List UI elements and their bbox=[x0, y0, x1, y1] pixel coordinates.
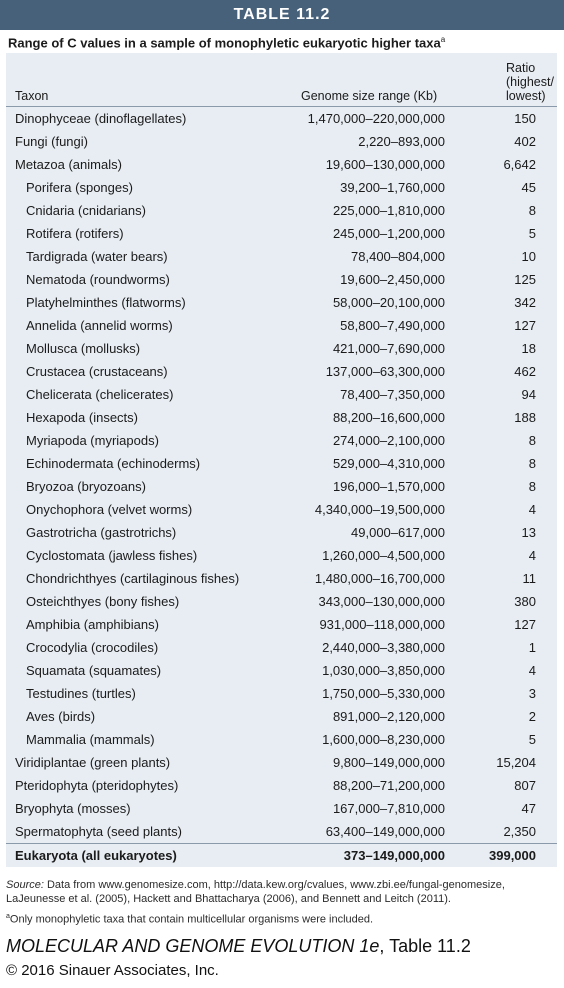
genome-size-range-cell: 1,260,000–4,500,000 bbox=[322, 548, 445, 563]
genome-size-range-cell: 58,800–7,490,000 bbox=[340, 318, 445, 333]
ratio-cell: 188 bbox=[514, 410, 536, 425]
genome-size-range-cell: 1,030,000–3,850,000 bbox=[322, 663, 445, 678]
header-ratio-line-3: lowest) bbox=[506, 89, 546, 103]
taxon-cell: Chelicerata (chelicerates) bbox=[26, 387, 174, 402]
genome-size-range-cell: 137,000–63,300,000 bbox=[325, 364, 445, 379]
table-row bbox=[6, 291, 557, 314]
genome-size-range-cell: 421,000–7,690,000 bbox=[332, 341, 445, 356]
table-row bbox=[6, 544, 557, 567]
ratio-cell: 380 bbox=[514, 594, 536, 609]
book-title-name: MOLECULAR AND GENOME EVOLUTION 1e bbox=[6, 936, 380, 956]
ratio-cell: 18 bbox=[521, 341, 536, 356]
taxon-cell: Squamata (squamates) bbox=[26, 663, 162, 678]
taxon-cell: Chondrichthyes (cartilaginous fishes) bbox=[26, 571, 240, 586]
genome-size-range-cell: 88,200–71,200,000 bbox=[332, 778, 445, 793]
taxon-cell: Osteichthyes (bony fishes) bbox=[26, 594, 180, 609]
source-note bbox=[6, 878, 558, 906]
table-row bbox=[6, 107, 557, 131]
header-taxon: Taxon bbox=[15, 89, 49, 103]
table-row bbox=[6, 360, 557, 383]
table-row bbox=[6, 797, 557, 820]
taxon-cell: Amphibia (amphibians) bbox=[26, 617, 159, 632]
taxon-cell: Mollusca (mollusks) bbox=[26, 341, 141, 356]
genome-size-range-cell: 274,000–2,100,000 bbox=[332, 433, 445, 448]
header-genome-size-range: Genome size range (Kb) bbox=[301, 89, 438, 103]
genome-size-range-cell: 931,000–118,000,000 bbox=[319, 617, 445, 632]
genome-size-range-cell: 2,440,000–3,380,000 bbox=[322, 640, 445, 655]
ratio-cell: 94 bbox=[521, 387, 536, 402]
total-range-cell: 373–149,000,000 bbox=[343, 848, 445, 863]
total-taxon-cell: Eukaryota (all eukaryotes) bbox=[15, 848, 177, 863]
footnote-text: Only monophyletic taxa that contain multicellular organisms were included. bbox=[9, 913, 374, 926]
ratio-cell: 8 bbox=[528, 456, 536, 471]
genome-size-range-cell: 19,600–130,000,000 bbox=[325, 157, 445, 172]
header-ratio-line-1: Ratio bbox=[506, 61, 536, 75]
book-title bbox=[6, 934, 471, 958]
ratio-cell: 462 bbox=[514, 364, 536, 379]
ratio-cell: 2,350 bbox=[503, 824, 536, 839]
genome-size-range-cell: 529,000–4,310,000 bbox=[332, 456, 445, 471]
taxon-cell: Onychophora (velvet worms) bbox=[26, 502, 193, 517]
taxon-cell: Nematoda (roundworms) bbox=[26, 272, 170, 287]
taxon-cell: Metazoa (animals) bbox=[15, 157, 122, 172]
taxon-cell: Bryophyta (mosses) bbox=[15, 801, 131, 816]
table-header-row bbox=[6, 53, 557, 107]
taxon-cell: Gastrotricha (gastrotrichs) bbox=[26, 525, 177, 540]
table-row bbox=[6, 636, 557, 659]
ratio-cell: 127 bbox=[514, 617, 536, 632]
table-row bbox=[6, 613, 557, 636]
genome-size-range-cell: 4,340,000–19,500,000 bbox=[314, 502, 445, 517]
genome-size-range-cell: 88,200–16,600,000 bbox=[332, 410, 445, 425]
genome-size-range-cell: 39,200–1,760,000 bbox=[340, 180, 445, 195]
taxon-cell: Bryozoa (bryozoans) bbox=[26, 479, 146, 494]
taxon-cell: Hexapoda (insects) bbox=[26, 410, 138, 425]
copyright-notice: © 2016 Sinauer Associates, Inc. bbox=[6, 962, 219, 979]
ratio-cell: 2 bbox=[528, 709, 536, 724]
ratio-cell: 8 bbox=[528, 479, 536, 494]
table-row bbox=[6, 429, 557, 452]
book-title-suffix: , Table 11.2 bbox=[379, 936, 471, 956]
ratio-cell: 5 bbox=[528, 732, 536, 747]
data-table bbox=[6, 53, 557, 867]
table-row bbox=[6, 498, 557, 521]
footnote-mark: a bbox=[6, 913, 10, 920]
table-row bbox=[6, 452, 557, 475]
table-row bbox=[6, 337, 557, 360]
table-row bbox=[6, 130, 557, 153]
table-row bbox=[6, 153, 557, 176]
ratio-cell: 4 bbox=[528, 548, 536, 563]
genome-size-range-cell: 9,800–149,000,000 bbox=[332, 755, 445, 770]
table-row bbox=[6, 728, 557, 751]
header-ratio bbox=[471, 53, 557, 107]
genome-size-range-cell: 167,000–7,810,000 bbox=[332, 801, 445, 816]
taxon-cell: Cnidaria (cnidarians) bbox=[26, 203, 146, 218]
taxon-cell: Dinophyceae (dinoflagellates) bbox=[15, 111, 187, 126]
genome-size-range-cell: 1,480,000–16,700,000 bbox=[314, 571, 445, 586]
table-body bbox=[6, 107, 557, 868]
ratio-cell: 13 bbox=[521, 525, 536, 540]
caption-footnote-mark: a bbox=[440, 35, 446, 44]
footnote bbox=[6, 910, 558, 927]
ratio-cell: 807 bbox=[514, 778, 536, 793]
table-row bbox=[6, 659, 557, 682]
table-caption bbox=[8, 31, 558, 51]
genome-size-range-cell: 1,470,000–220,000,000 bbox=[307, 111, 445, 126]
taxon-cell: Testudines (turtles) bbox=[26, 686, 136, 701]
table-row-total bbox=[6, 844, 557, 868]
source-label: Source: bbox=[6, 879, 44, 891]
ratio-cell: 8 bbox=[528, 433, 536, 448]
genome-size-range-cell: 196,000–1,570,000 bbox=[332, 479, 445, 494]
genome-size-range-cell: 63,400–149,000,000 bbox=[325, 824, 445, 839]
ratio-cell: 47 bbox=[521, 801, 536, 816]
taxon-cell: Annelida (annelid worms) bbox=[26, 318, 173, 333]
genome-size-range-cell: 1,750,000–5,330,000 bbox=[322, 686, 445, 701]
taxon-cell: Tardigrada (water bears) bbox=[26, 249, 168, 264]
table-row bbox=[6, 751, 557, 774]
source-text: Data from www.genomesize.com, http://data.kew.org/cvalues, www.zbi.ee/fungal-genomesize, LaJeunesse et al. (2005), Hackett and Bhattacharya (2006), and Bennett and Leitch (2011). bbox=[6, 879, 505, 905]
ratio-cell: 402 bbox=[514, 134, 536, 149]
ratio-cell: 3 bbox=[528, 686, 536, 701]
taxon-cell: Crustacea (crustaceans) bbox=[26, 364, 168, 379]
genome-size-range-cell: 78,400–804,000 bbox=[351, 249, 445, 264]
table-row bbox=[6, 176, 557, 199]
ratio-cell: 15,204 bbox=[496, 755, 536, 770]
taxon-cell: Fungi (fungi) bbox=[15, 134, 88, 149]
taxon-cell: Myriapoda (myriapods) bbox=[26, 433, 159, 448]
taxon-cell: Platyhelminthes (flatworms) bbox=[26, 295, 186, 310]
table-row bbox=[6, 567, 557, 590]
table-row bbox=[6, 406, 557, 429]
genome-size-range-cell: 49,000–617,000 bbox=[351, 525, 445, 540]
ratio-cell: 127 bbox=[514, 318, 536, 333]
ratio-cell: 150 bbox=[514, 111, 536, 126]
table-label: TABLE 11.2 bbox=[233, 6, 331, 23]
ratio-cell: 8 bbox=[528, 203, 536, 218]
table-row bbox=[6, 590, 557, 613]
taxon-cell: Spermatophyta (seed plants) bbox=[15, 824, 182, 839]
genome-size-range-cell: 245,000–1,200,000 bbox=[332, 226, 445, 241]
data-table-container bbox=[6, 53, 557, 867]
ratio-cell: 1 bbox=[528, 640, 536, 655]
ratio-cell: 10 bbox=[521, 249, 536, 264]
genome-size-range-cell: 891,000–2,120,000 bbox=[332, 709, 445, 724]
taxon-cell: Viridiplantae (green plants) bbox=[15, 755, 171, 770]
taxon-cell: Rotifera (rotifers) bbox=[26, 226, 124, 241]
ratio-cell: 4 bbox=[528, 502, 536, 517]
ratio-cell: 4 bbox=[528, 663, 536, 678]
genome-size-range-cell: 19,600–2,450,000 bbox=[340, 272, 445, 287]
table-row bbox=[6, 820, 557, 844]
table-row bbox=[6, 383, 557, 406]
header-ratio-line-2: (highest/ bbox=[506, 75, 554, 89]
genome-size-range-cell: 78,400–7,350,000 bbox=[340, 387, 445, 402]
table-title-bar bbox=[0, 0, 564, 30]
taxon-cell: Crocodylia (crocodiles) bbox=[26, 640, 159, 655]
genome-size-range-cell: 225,000–1,810,000 bbox=[332, 203, 445, 218]
ratio-cell: 125 bbox=[514, 272, 536, 287]
taxon-cell: Pteridophyta (pteridophytes) bbox=[15, 778, 179, 793]
table-row bbox=[6, 268, 557, 291]
genome-size-range-cell: 58,000–20,100,000 bbox=[332, 295, 445, 310]
genome-size-range-cell: 1,600,000–8,230,000 bbox=[322, 732, 445, 747]
genome-size-range-cell: 343,000–130,000,000 bbox=[318, 594, 445, 609]
total-ratio-cell: 399,000 bbox=[489, 848, 536, 863]
taxon-cell: Aves (birds) bbox=[26, 709, 96, 724]
ratio-cell: 11 bbox=[522, 571, 536, 586]
caption-text: Range of C values in a sample of monophyletic eukaryotic higher taxa bbox=[8, 35, 441, 51]
genome-size-range-cell: 2,220–893,000 bbox=[358, 134, 445, 149]
table-row bbox=[6, 682, 557, 705]
taxon-cell: Mammalia (mammals) bbox=[26, 732, 155, 747]
table-row bbox=[6, 521, 557, 544]
table-row bbox=[6, 475, 557, 498]
taxon-cell: Echinodermata (echinoderms) bbox=[26, 456, 201, 471]
table-row bbox=[6, 705, 557, 728]
ratio-cell: 45 bbox=[521, 180, 536, 195]
taxon-cell: Cyclostomata (jawless fishes) bbox=[26, 548, 198, 563]
ratio-cell: 6,642 bbox=[503, 157, 536, 172]
table-row bbox=[6, 222, 557, 245]
table-row bbox=[6, 245, 557, 268]
ratio-cell: 342 bbox=[514, 295, 536, 310]
taxon-cell: Porifera (sponges) bbox=[26, 180, 133, 195]
ratio-cell: 5 bbox=[528, 226, 536, 241]
table-row bbox=[6, 774, 557, 797]
table-row bbox=[6, 199, 557, 222]
table-row bbox=[6, 314, 557, 337]
